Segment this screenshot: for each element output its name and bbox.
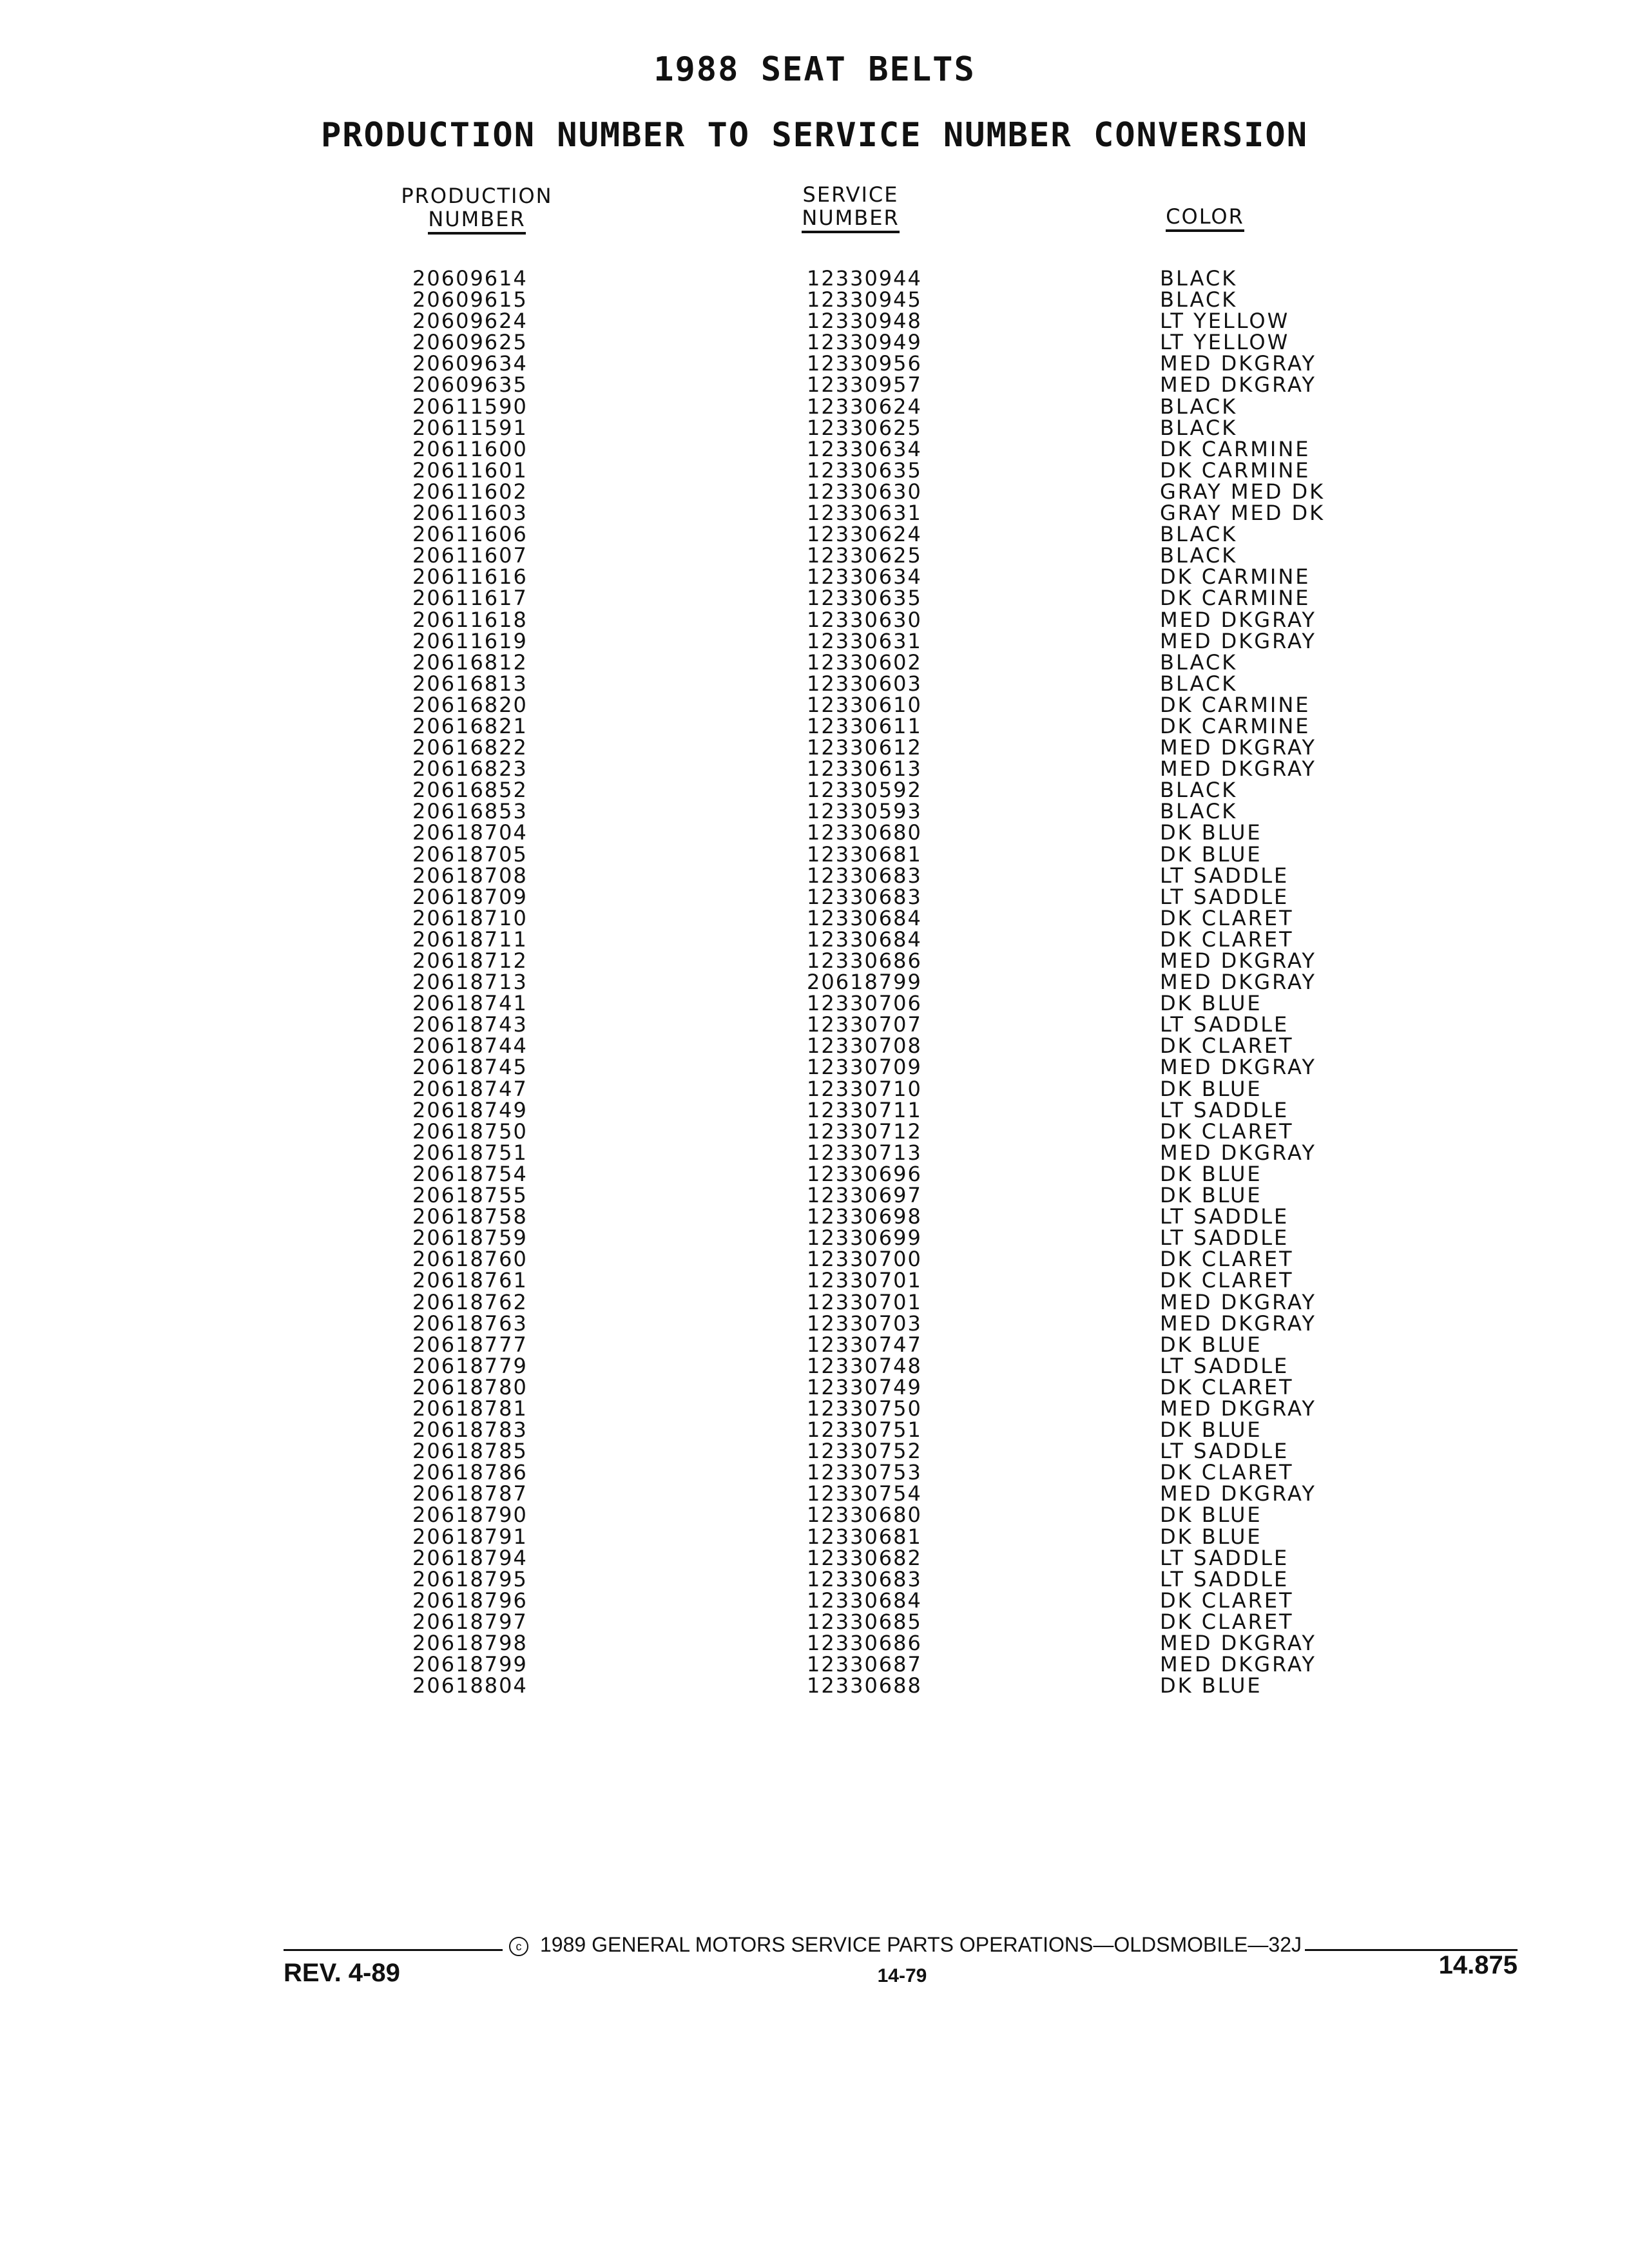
color-cell: GRAY MED DK xyxy=(1160,501,1325,526)
color-cell: BLACK xyxy=(1160,649,1238,675)
production-number-cell: 20616812 xyxy=(412,649,528,675)
revision-label: REV. 4-89 xyxy=(284,1959,400,1987)
service-number-cell: 12330711 xyxy=(807,1097,922,1122)
color-cell: MED DKGRAY xyxy=(1160,948,1316,973)
service-number-cell: 12330753 xyxy=(807,1460,922,1485)
color-cell: DK BLUE xyxy=(1160,1503,1262,1528)
color-cell: LT SADDLE xyxy=(1160,863,1289,888)
production-number-cell: 20618799 xyxy=(412,1652,528,1677)
color-cell: LT YELLOW xyxy=(1160,309,1290,334)
service-number-cell: 12330706 xyxy=(807,991,922,1016)
service-number-cell: 12330631 xyxy=(807,501,922,526)
color-cell: LT SADDLE xyxy=(1160,1097,1289,1122)
service-number-cell: 12330750 xyxy=(807,1396,922,1421)
service-number-cell: 12330751 xyxy=(807,1418,922,1443)
production-header-line1: PRODUCTION xyxy=(401,184,553,208)
color-cell: LT SADDLE xyxy=(1160,1225,1289,1251)
color-column xyxy=(1160,268,1325,1696)
production-number-cell: 20618751 xyxy=(412,1140,528,1165)
service-number-cell: 12330700 xyxy=(807,1247,922,1272)
service-number-cell: 12330592 xyxy=(807,778,922,803)
production-number-column xyxy=(412,268,528,1696)
color-cell: LT SADDLE xyxy=(1160,1012,1289,1037)
production-number-cell: 20618783 xyxy=(412,1418,528,1443)
production-number-cell: 20611607 xyxy=(412,543,528,568)
color-cell: MED DKGRAY xyxy=(1160,756,1316,782)
service-number-cell: 12330684 xyxy=(807,1588,922,1613)
production-number-cell: 20609615 xyxy=(412,287,528,312)
service-number-cell: 12330708 xyxy=(807,1033,922,1059)
color-header xyxy=(1153,205,1257,232)
production-number-cell: 20609625 xyxy=(412,330,528,355)
color-cell: DK BLUE xyxy=(1160,1161,1262,1186)
section-number: 14.875 xyxy=(1438,1951,1518,1979)
service-number-cell: 12330683 xyxy=(807,863,922,888)
color-cell: DK BLUE xyxy=(1160,1673,1262,1698)
production-number-cell: 20618790 xyxy=(412,1503,528,1528)
color-cell: MED DKGRAY xyxy=(1160,607,1316,632)
color-cell: DK CLARET xyxy=(1160,1609,1294,1634)
color-cell: DK BLUE xyxy=(1160,1183,1262,1208)
service-number-cell: 12330686 xyxy=(807,948,922,973)
production-number-cell: 20611603 xyxy=(412,501,528,526)
color-cell: DK CLARET xyxy=(1160,905,1294,930)
color-cell: LT SADDLE xyxy=(1160,1545,1289,1570)
footer-copyright-text: 1989 GENERAL MOTORS SERVICE PARTS OPERATIONS—OLDSMOBILE—32J xyxy=(540,1933,1302,1956)
color-cell: BLACK xyxy=(1160,394,1238,419)
color-cell: DK CLARET xyxy=(1160,1268,1294,1293)
color-cell: BLACK xyxy=(1160,522,1238,547)
service-number-cell: 12330697 xyxy=(807,1183,922,1208)
production-number-cell: 20616852 xyxy=(412,778,528,803)
production-number-cell: 20618777 xyxy=(412,1332,528,1357)
color-cell: MED DKGRAY xyxy=(1160,970,1316,995)
color-cell: BLACK xyxy=(1160,266,1238,291)
production-number-cell: 20618744 xyxy=(412,1033,528,1059)
service-number-cell: 12330713 xyxy=(807,1140,922,1165)
service-number-cell: 12330748 xyxy=(807,1353,922,1378)
service-number-cell: 20618799 xyxy=(807,970,922,995)
color-cell: DK CARMINE xyxy=(1160,692,1311,717)
production-number-cell: 20618755 xyxy=(412,1183,528,1208)
production-number-cell: 20618743 xyxy=(412,1012,528,1037)
color-cell: DK CARMINE xyxy=(1160,586,1311,611)
service-number-header xyxy=(793,183,909,233)
production-number-cell: 20618747 xyxy=(412,1076,528,1101)
color-cell: MED DKGRAY xyxy=(1160,1396,1316,1421)
color-cell: LT YELLOW xyxy=(1160,330,1290,355)
production-number-cell: 20618786 xyxy=(412,1460,528,1485)
production-number-cell: 20618708 xyxy=(412,863,528,888)
production-number-cell: 20609614 xyxy=(412,266,528,291)
service-number-cell: 12330624 xyxy=(807,522,922,547)
color-cell: DK BLUE xyxy=(1160,841,1262,867)
color-cell: MED DKGRAY xyxy=(1160,1652,1316,1677)
production-number-cell: 20618704 xyxy=(412,820,528,845)
color-cell: DK CLARET xyxy=(1160,1033,1294,1059)
production-number-cell: 20611602 xyxy=(412,479,528,504)
service-number-cell: 12330613 xyxy=(807,756,922,782)
color-cell: MED DKGRAY xyxy=(1160,1289,1316,1314)
service-number-cell: 12330611 xyxy=(807,713,922,738)
production-number-cell: 20618709 xyxy=(412,884,528,909)
production-number-cell: 20616823 xyxy=(412,756,528,782)
service-number-cell: 12330681 xyxy=(807,1524,922,1549)
production-number-cell: 20618785 xyxy=(412,1439,528,1464)
production-number-cell: 20618804 xyxy=(412,1673,528,1698)
color-cell: DK CLARET xyxy=(1160,1374,1294,1399)
production-number-cell: 20609624 xyxy=(412,309,528,334)
production-number-cell: 20611600 xyxy=(412,436,528,461)
color-cell: DK BLUE xyxy=(1160,1332,1262,1357)
production-number-cell: 20616853 xyxy=(412,799,528,824)
service-number-cell: 12330681 xyxy=(807,841,922,867)
copyright-icon: c xyxy=(509,1937,528,1956)
color-cell: LT SADDLE xyxy=(1160,1353,1289,1378)
production-number-cell: 20618794 xyxy=(412,1545,528,1570)
service-number-cell: 12330687 xyxy=(807,1652,922,1677)
footer-rule-left xyxy=(284,1949,503,1951)
color-cell: MED DKGRAY xyxy=(1160,1631,1316,1655)
service-number-cell: 12330709 xyxy=(807,1055,922,1080)
service-number-cell: 12330948 xyxy=(807,309,922,334)
service-header-line2: NUMBER xyxy=(802,206,899,233)
production-number-cell: 20609634 xyxy=(412,351,528,376)
production-number-cell: 20616813 xyxy=(412,671,528,696)
production-number-cell: 20618761 xyxy=(412,1268,528,1293)
production-number-cell: 20616821 xyxy=(412,713,528,738)
production-number-cell: 20618754 xyxy=(412,1161,528,1186)
service-header-line1: SERVICE xyxy=(802,182,899,207)
service-number-cell: 12330701 xyxy=(807,1289,922,1314)
production-number-cell: 20616822 xyxy=(412,735,528,760)
service-number-cell: 12330949 xyxy=(807,330,922,355)
service-number-cell: 12330698 xyxy=(807,1204,922,1229)
service-number-cell: 12330634 xyxy=(807,564,922,590)
color-cell: DK BLUE xyxy=(1160,820,1262,845)
color-cell: BLACK xyxy=(1160,799,1238,824)
service-number-cell: 12330945 xyxy=(807,287,922,312)
footer-copyright xyxy=(509,1933,1302,1957)
color-cell: MED DKGRAY xyxy=(1160,1140,1316,1165)
production-number-header xyxy=(393,184,561,235)
production-number-cell: 20618787 xyxy=(412,1481,528,1506)
production-number-cell: 20618779 xyxy=(412,1353,528,1378)
color-cell: DK CLARET xyxy=(1160,1119,1294,1144)
service-number-cell: 12330696 xyxy=(807,1161,922,1186)
color-cell: MED DKGRAY xyxy=(1160,735,1316,760)
service-number-cell: 12330625 xyxy=(807,543,922,568)
color-cell: DK CARMINE xyxy=(1160,564,1311,590)
service-number-cell: 12330680 xyxy=(807,820,922,845)
production-number-cell: 20618705 xyxy=(412,841,528,867)
production-number-cell: 20618745 xyxy=(412,1055,528,1080)
production-number-cell: 20618795 xyxy=(412,1566,528,1591)
production-number-cell: 20618750 xyxy=(412,1119,528,1144)
production-number-cell: 20618759 xyxy=(412,1225,528,1251)
color-cell: DK CARMINE xyxy=(1160,436,1311,461)
service-number-cell: 12330703 xyxy=(807,1311,922,1336)
service-number-cell: 12330612 xyxy=(807,735,922,760)
production-header-line2: NUMBER xyxy=(428,207,525,235)
service-number-cell: 12330684 xyxy=(807,905,922,930)
production-number-cell: 20611591 xyxy=(412,415,528,440)
service-number-cell: 12330688 xyxy=(807,1673,922,1698)
color-cell: MED DKGRAY xyxy=(1160,1481,1316,1506)
service-number-cell: 12330631 xyxy=(807,628,922,653)
color-cell: DK BLUE xyxy=(1160,991,1262,1016)
service-number-cell: 12330630 xyxy=(807,607,922,632)
production-number-cell: 20618781 xyxy=(412,1396,528,1421)
service-number-cell: 12330624 xyxy=(807,394,922,419)
production-number-cell: 20618741 xyxy=(412,991,528,1016)
color-cell: DK CLARET xyxy=(1160,1247,1294,1272)
production-number-cell: 20611619 xyxy=(412,628,528,653)
color-cell: DK CARMINE xyxy=(1160,457,1311,483)
color-cell: MED DKGRAY xyxy=(1160,1311,1316,1336)
service-number-cell: 12330630 xyxy=(807,479,922,504)
production-number-cell: 20611601 xyxy=(412,457,528,483)
color-cell: LT SADDLE xyxy=(1160,1204,1289,1229)
service-number-cell: 12330683 xyxy=(807,1566,922,1591)
production-number-cell: 20618710 xyxy=(412,905,528,930)
service-number-cell: 12330957 xyxy=(807,372,922,398)
color-cell: DK BLUE xyxy=(1160,1418,1262,1443)
color-cell: MED DKGRAY xyxy=(1160,1055,1316,1080)
production-number-cell: 20618780 xyxy=(412,1374,528,1399)
production-number-cell: 20618760 xyxy=(412,1247,528,1272)
service-number-cell: 12330707 xyxy=(807,1012,922,1037)
production-number-cell: 20616820 xyxy=(412,692,528,717)
service-number-cell: 12330684 xyxy=(807,927,922,952)
service-number-cell: 12330635 xyxy=(807,586,922,611)
service-number-cell: 12330710 xyxy=(807,1076,922,1101)
color-cell: LT SADDLE xyxy=(1160,884,1289,909)
color-cell: BLACK xyxy=(1160,415,1238,440)
production-number-cell: 20618797 xyxy=(412,1609,528,1634)
service-number-cell: 12330701 xyxy=(807,1268,922,1293)
service-number-cell: 12330610 xyxy=(807,692,922,717)
color-cell: LT SADDLE xyxy=(1160,1439,1289,1464)
service-number-cell: 12330686 xyxy=(807,1631,922,1655)
service-number-cell: 12330752 xyxy=(807,1439,922,1464)
production-number-cell: 20611616 xyxy=(412,564,528,590)
production-number-cell: 20618713 xyxy=(412,970,528,995)
service-number-cell: 12330956 xyxy=(807,351,922,376)
production-number-cell: 20618749 xyxy=(412,1097,528,1122)
service-number-cell: 12330635 xyxy=(807,457,922,483)
service-number-cell: 12330625 xyxy=(807,415,922,440)
service-number-cell: 12330682 xyxy=(807,1545,922,1570)
production-number-cell: 20611590 xyxy=(412,394,528,419)
service-number-cell: 12330754 xyxy=(807,1481,922,1506)
color-cell: MED DKGRAY xyxy=(1160,372,1316,398)
color-cell: DK CLARET xyxy=(1160,927,1294,952)
color-cell: BLACK xyxy=(1160,778,1238,803)
service-number-cell: 12330699 xyxy=(807,1225,922,1251)
color-header-label: COLOR xyxy=(1166,205,1244,232)
color-cell: BLACK xyxy=(1160,671,1238,696)
page-title: 1988 SEAT BELTS xyxy=(653,50,976,89)
service-number-cell: 12330712 xyxy=(807,1119,922,1144)
color-cell: MED DKGRAY xyxy=(1160,628,1316,653)
production-number-cell: 20618711 xyxy=(412,927,528,952)
service-number-cell: 12330603 xyxy=(807,671,922,696)
color-cell: DK BLUE xyxy=(1160,1076,1262,1101)
page-subtitle: PRODUCTION NUMBER TO SERVICE NUMBER CONVERSION xyxy=(320,116,1309,155)
service-number-cell: 12330747 xyxy=(807,1332,922,1357)
page-number: 14-79 xyxy=(877,1965,927,1986)
production-number-cell: 20611606 xyxy=(412,522,528,547)
color-cell: GRAY MED DK xyxy=(1160,479,1325,504)
production-number-cell: 20611617 xyxy=(412,586,528,611)
production-number-cell: 20611618 xyxy=(412,607,528,632)
color-cell: BLACK xyxy=(1160,287,1238,312)
production-number-cell: 20618791 xyxy=(412,1524,528,1549)
service-number-cell: 12330680 xyxy=(807,1503,922,1528)
service-number-cell: 12330944 xyxy=(807,266,922,291)
production-number-cell: 20618763 xyxy=(412,1311,528,1336)
service-number-cell: 12330593 xyxy=(807,799,922,824)
production-number-cell: 20618758 xyxy=(412,1204,528,1229)
color-cell: DK CARMINE xyxy=(1160,713,1311,738)
service-number-cell: 12330634 xyxy=(807,436,922,461)
service-number-cell: 12330685 xyxy=(807,1609,922,1634)
color-cell: BLACK xyxy=(1160,543,1238,568)
production-number-cell: 20609635 xyxy=(412,372,528,398)
color-cell: MED DKGRAY xyxy=(1160,351,1316,376)
color-cell: DK BLUE xyxy=(1160,1524,1262,1549)
service-number-cell: 12330602 xyxy=(807,649,922,675)
production-number-cell: 20618712 xyxy=(412,948,528,973)
service-number-cell: 12330749 xyxy=(807,1374,922,1399)
service-number-cell: 12330683 xyxy=(807,884,922,909)
color-cell: LT SADDLE xyxy=(1160,1566,1289,1591)
color-cell: DK CLARET xyxy=(1160,1460,1294,1485)
production-number-cell: 20618798 xyxy=(412,1631,528,1655)
service-number-column xyxy=(807,268,922,1696)
production-number-cell: 20618796 xyxy=(412,1588,528,1613)
color-cell: DK CLARET xyxy=(1160,1588,1294,1613)
production-number-cell: 20618762 xyxy=(412,1289,528,1314)
